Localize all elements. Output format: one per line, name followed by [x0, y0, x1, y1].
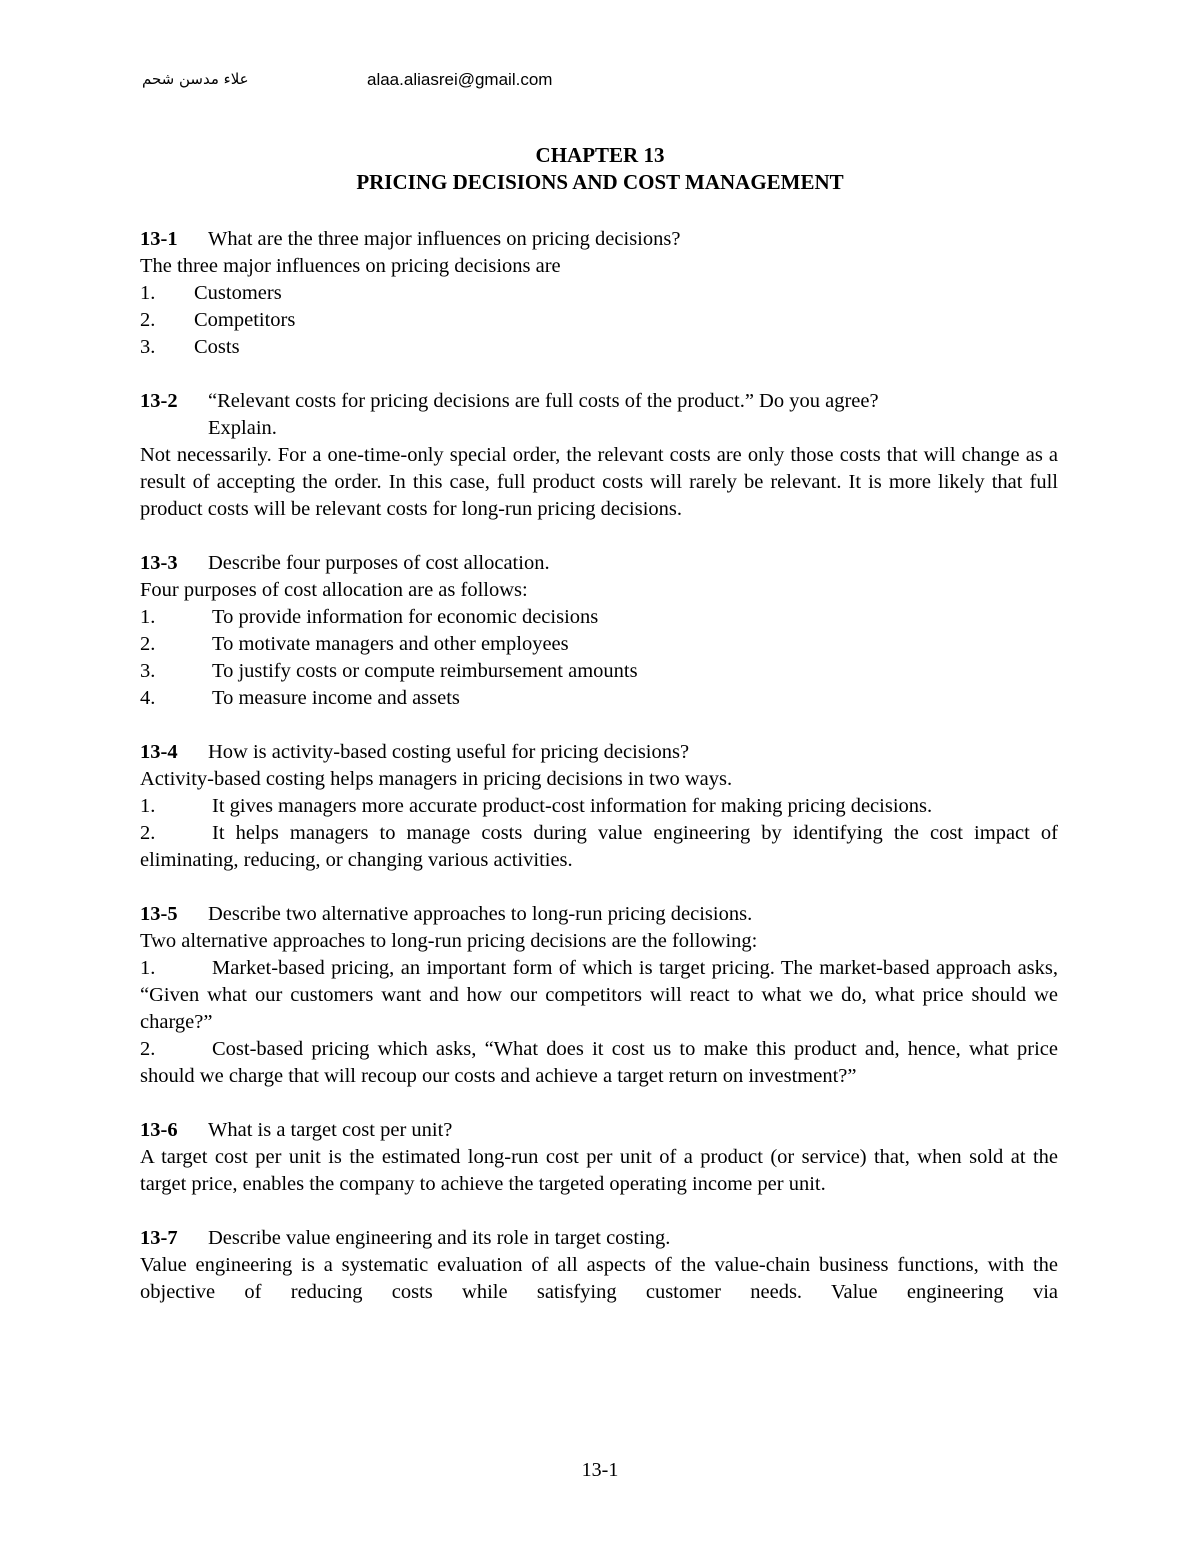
- list-item: 1. To provide information for economic decisions: [140, 606, 599, 628]
- question-number: 13-4: [140, 741, 178, 763]
- header-email: alaa.aliasrei@gmail.com: [367, 70, 553, 89]
- answer-intro: Activity-based costing helps managers in pricing decisions in two ways.: [140, 768, 733, 790]
- list-item: 1. It gives managers more accurate product-cost information for making pricing decisions.: [140, 795, 933, 817]
- question-text: Describe two alternative approaches to long-run pricing decisions.: [208, 903, 753, 925]
- list-item: 1. Customers: [140, 282, 282, 304]
- answer-paragraph: Not necessarily. For a one-time-only special order, the relevant costs are only those costs that will change as a result of accepting the order. In this case, full product costs will rarely be relevant. It is more likely that full product costs will be relevant costs for long-run pricing decisions.: [140, 444, 1058, 520]
- header-author-arabic: علاء مدسن شحم: [142, 70, 249, 88]
- question-13-4: [140, 739, 1058, 766]
- answer-intro: Four purposes of cost allocation are as follows:: [140, 579, 528, 601]
- question-13-3: [140, 550, 1058, 577]
- question-text-cont: Explain.: [208, 417, 277, 439]
- answer-intro: Two alternative approaches to long-run pricing decisions are the following:: [140, 930, 758, 952]
- answer-paragraph: A target cost per unit is the estimated long-run cost per unit of a product (or service) that, when sold at the target price, enables the company to achieve the targeted operating income per unit.: [140, 1146, 1058, 1195]
- list-item: 1. Market-based pricing, an important form of which is target pricing. The market-based approach asks, “Given what our customers want and how our competitors will react to what we do, what price should we charge?”: [140, 957, 1058, 1033]
- question-text: Describe four purposes of cost allocation.: [208, 552, 550, 574]
- question-number: 13-7: [140, 1227, 178, 1249]
- question-number: 13-5: [140, 903, 178, 925]
- question-text: How is activity-based costing useful for pricing decisions?: [208, 741, 690, 763]
- list-item: 3. To justify costs or compute reimbursement amounts: [140, 660, 638, 682]
- answer-intro: The three major influences on pricing decisions are: [140, 255, 561, 277]
- question-number: 13-2: [140, 390, 178, 412]
- question-text: What is a target cost per unit?: [208, 1119, 453, 1141]
- list-item: 2. To motivate managers and other employees: [140, 633, 569, 655]
- chapter-title: CHAPTER 13: [535, 143, 665, 167]
- chapter-subtitle: PRICING DECISIONS AND COST MANAGEMENT: [356, 170, 844, 194]
- question-13-2: [140, 388, 1058, 415]
- question-13-5: [140, 901, 1058, 928]
- document-body: [140, 226, 1058, 1306]
- list-item: 3. Costs: [140, 336, 240, 358]
- question-13-7: [140, 1225, 1058, 1252]
- list-item: 2. Cost-based pricing which asks, “What does it cost us to make this product and, hence, what price should we charge that will recoup our costs and achieve a target return on investment?”: [140, 1038, 1058, 1087]
- question-number: 13-6: [140, 1119, 178, 1141]
- list-item: 4. To measure income and assets: [140, 687, 460, 709]
- list-item: 2. It helps managers to manage costs during value engineering by identifying the cost impact of eliminating, reducing, or changing various activities.: [140, 822, 1058, 871]
- list-item: 2. Competitors: [140, 309, 296, 331]
- answer-paragraph: Value engineering is a systematic evaluation of all aspects of the value-chain business functions, with the objective of reducing costs while satisfying customer needs. Value engineering via: [140, 1254, 1058, 1303]
- question-number: 13-1: [140, 228, 178, 250]
- question-number: 13-3: [140, 552, 178, 574]
- question-13-1: [140, 226, 1058, 253]
- question-text: “Relevant costs for pricing decisions are full costs of the product.” Do you agree?: [208, 390, 879, 412]
- page-number: 13-1: [581, 1459, 619, 1481]
- question-13-6: [140, 1117, 1058, 1144]
- question-text: What are the three major influences on pricing decisions?: [208, 228, 681, 250]
- question-text: Describe value engineering and its role in target costing.: [208, 1227, 671, 1249]
